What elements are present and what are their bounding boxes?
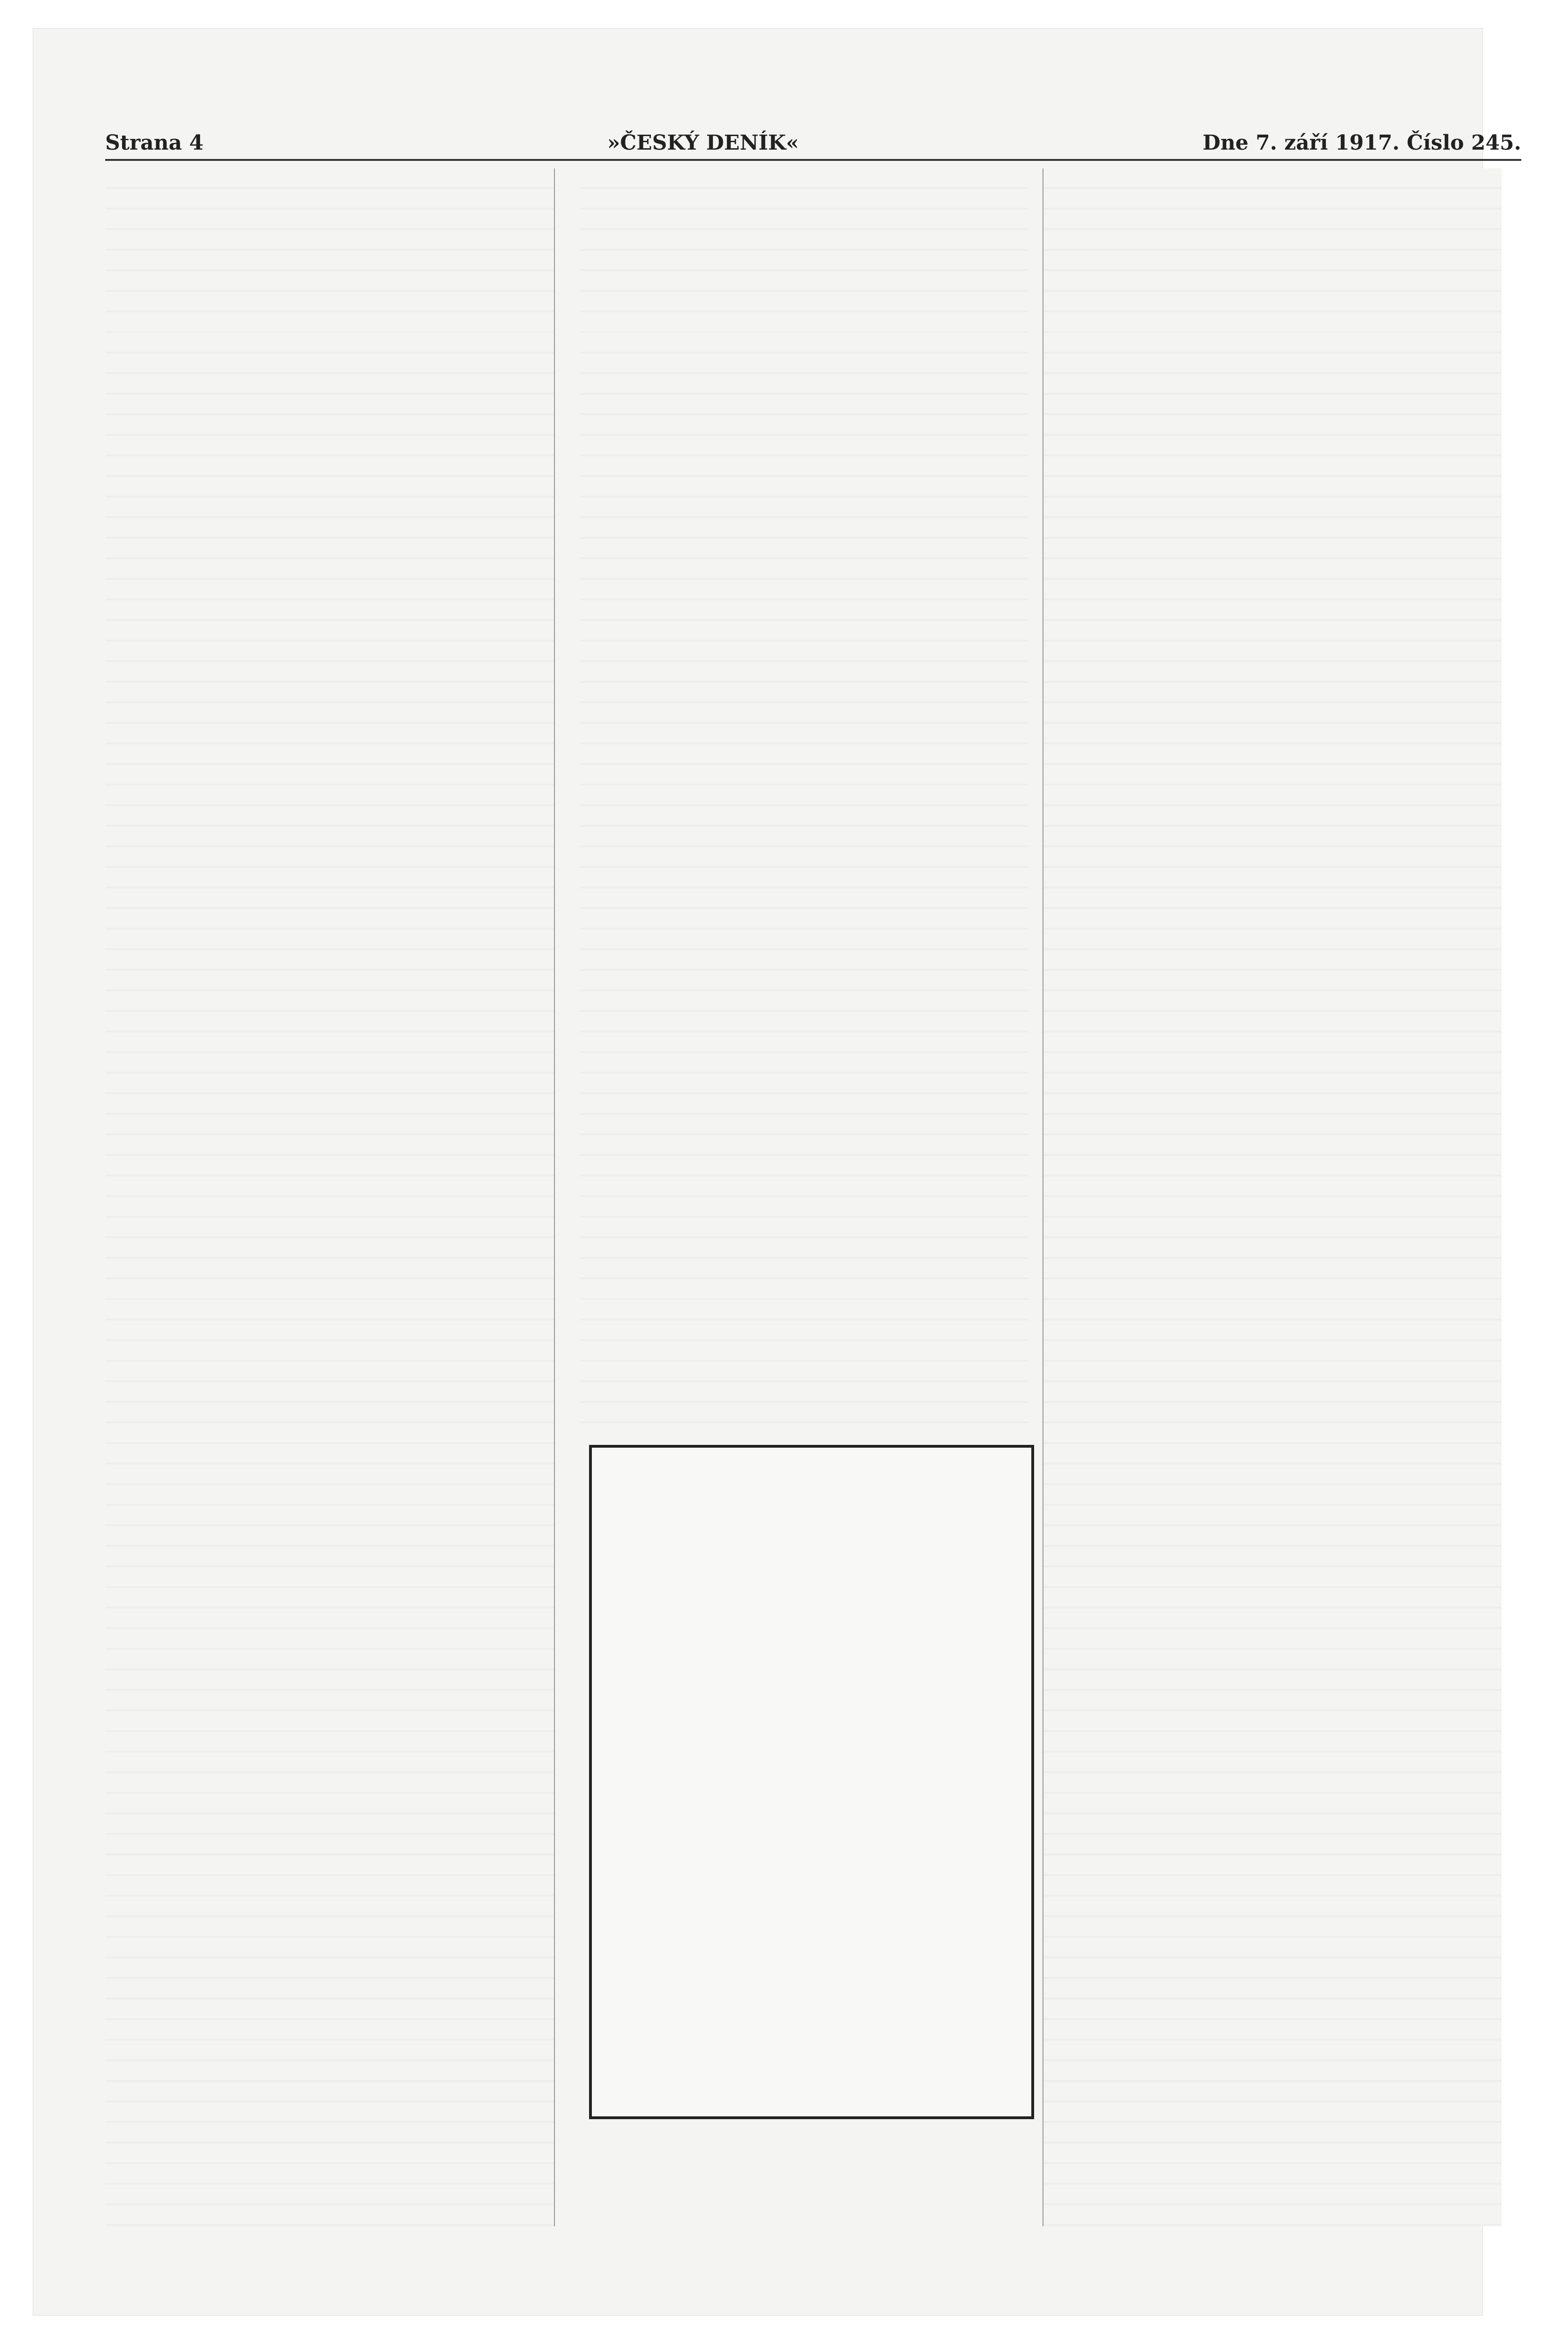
page-number: Strana 4 xyxy=(105,130,204,155)
column-right xyxy=(1043,168,1502,2226)
text-placeholder xyxy=(105,168,554,2226)
column-left xyxy=(105,168,555,2226)
text-placeholder xyxy=(1043,168,1502,2226)
text-placeholder xyxy=(580,168,1029,1431)
paper-title: »ČESKÝ DENÍK« xyxy=(607,130,799,155)
advertisement-box xyxy=(589,1445,1034,2119)
masthead xyxy=(105,126,1521,161)
issue-date: Dne 7. září 1917. Číslo 245. xyxy=(1202,130,1521,155)
